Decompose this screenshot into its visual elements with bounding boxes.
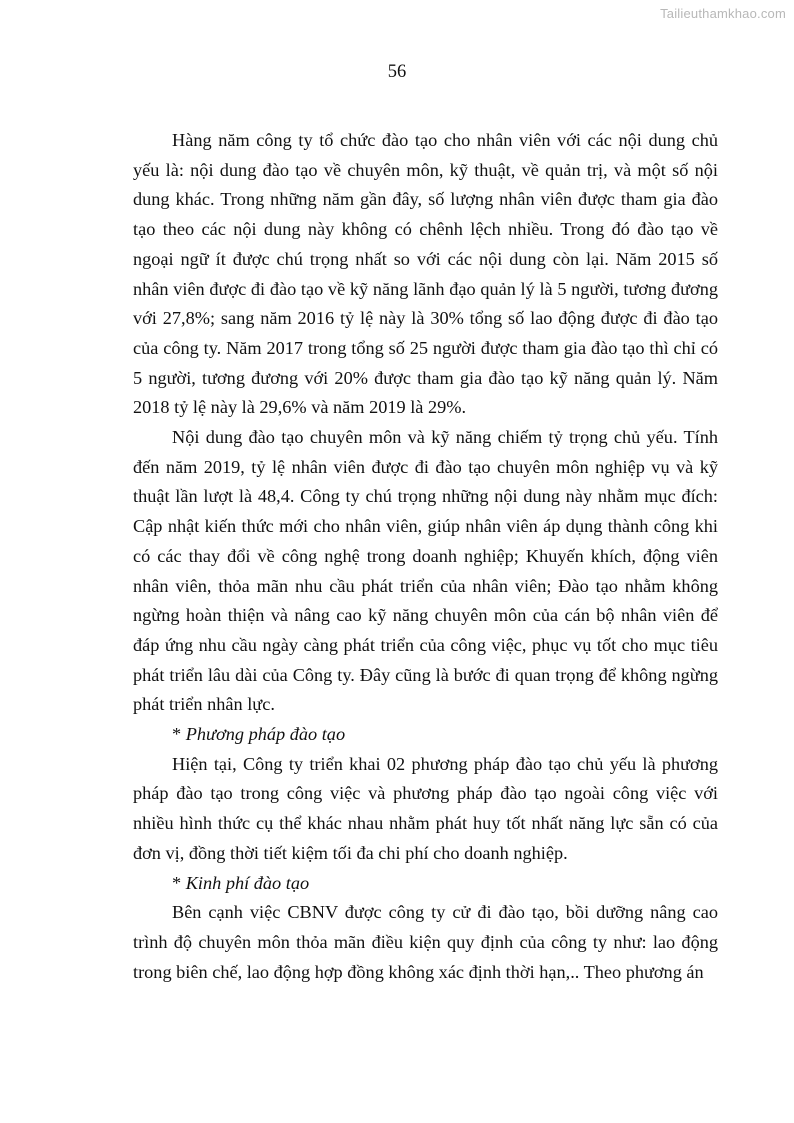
paragraph-training-method: Hiện tại, Công ty triển khai 02 phương pháp đào tạo chủ yếu là phương pháp đào tạo trong công việc và phương pháp đào tạo ngoài công việc với nhiều hình thức cụ thể khác nhau nhằm phát huy tốt nhất năng lực sẵn có của đơn vị, đồng thời tiết kiệm tối đa chi phí cho doanh nghiệp. (133, 753, 718, 863)
section-heading-training-budget (133, 869, 718, 899)
paragraph-training-budget: Bên cạnh việc CBNV được công ty cử đi đào tạo, bồi dưỡng nâng cao trình độ chuyên môn thỏa mãn điều kiện quy định của công ty như: lao động trong biên chế, lao động hợp đồng không xác định thời hạn,.. Theo phương án (133, 902, 718, 982)
section-heading-training-method (133, 720, 718, 750)
paragraph-training-content: Hàng năm công ty tổ chức đào tạo cho nhân viên với các nội dung chủ yếu là: nội dung đào tạo về chuyên môn, kỹ thuật, về quản trị, và một số nội dung khác. Trong những năm gần đây, số lượng nhân viên được tham gia đào tạo theo các nội dung này không có chênh lệch nhiều. Trong đó đào tạo về ngoại ngữ ít được chú trọng nhất so với các nội dung còn lại. Năm 2015 số nhân viên được đi đào tạo về kỹ năng lãnh đạo quản lý là 5 người, tương đương với 27,8%; sang năm 2016 tỷ lệ này là 30% tổng số lao động được đi đào tạo của công ty. Năm 2017 trong tổng số 25 người được tham gia đào tạo thì chỉ có 5 người, tương đương với 20% được tham gia đào tạo kỹ năng quản lý. Năm 2018 tỷ lệ này là 29,6% và năm 2019 là 29%. (133, 130, 718, 418)
paragraph-professional-skills: Nội dung đào tạo chuyên môn và kỹ năng chiếm tỷ trọng chủ yếu. Tính đến năm 2019, tỷ lệ nhân viên được đi đào tạo chuyên môn nghiệp vụ và kỹ thuật lần lượt là 48,4. Công ty chú trọng những nội dung này nhằm mục đích: Cập nhật kiến thức mới cho nhân viên, giúp nhân viên áp dụng thành công khi có các thay đổi về công nghệ trong doanh nghiệp; Khuyến khích, động viên nhân viên, thỏa mãn nhu cầu phát triển của nhân viên; Đào tạo nhằm không ngừng hoàn thiện và nâng cao kỹ năng chuyên môn của cán bộ nhân viên để đáp ứng nhu cầu ngày càng phát triển của công việc, phục vụ tốt cho mục tiêu phát triển lâu dài của Công ty. Đây cũng là bước đi quan trọng để không ngừng phát triển nhân lực. (133, 427, 718, 715)
heading-title: Kinh phí đào tạo (185, 872, 310, 893)
document-body (133, 126, 718, 987)
watermark: Tailieuthamkhao.com (660, 6, 786, 21)
heading-bullet: * (172, 724, 182, 745)
heading-title: Phương pháp đào tạo (185, 724, 346, 745)
heading-bullet: * (172, 872, 182, 893)
page-number: 56 (387, 62, 407, 82)
